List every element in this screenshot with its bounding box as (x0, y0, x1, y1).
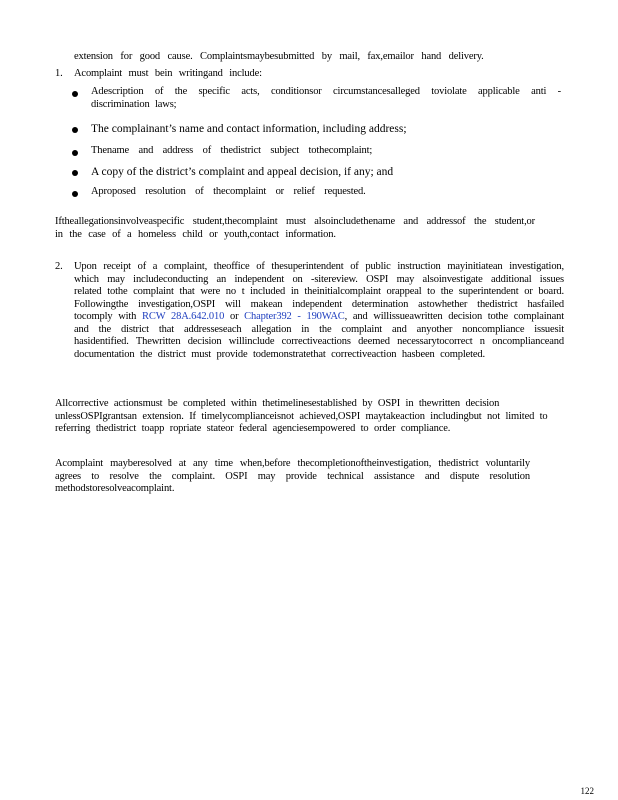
bullet-resolution: Aproposed resolution of thecomplaint or relief requested. (91, 186, 366, 197)
bullet-copy: A copy of the district’s complaint and appeal decision, if any; and (91, 166, 394, 178)
bullet-icon (72, 150, 78, 156)
bullet-icon (72, 127, 78, 133)
resolve-paragraph: Acomplaint mayberesolved at any time when,before thecompletionoftheinvestigation, thedistrict voluntarily agrees to resolve the complaint. OSPI may provide technical assistance and dispute resolution methodstoresolveacomplaint. (55, 458, 530, 494)
item2-text-after: , and willissueawritten decision tothe complainant and the district that addresseseach allegation in the complaint and anyother noncompliance issuesit hasidentified. Thewritten decision willinclude correctiveactions deemed necessarytocorrect n oncomplianceand documentation the district must provide todemonstratethat correctiveaction hasbeen completed. (74, 311, 565, 360)
wac-link[interactable]: Chapter392 - 190WAC (244, 311, 345, 322)
item1-number: 1. (55, 68, 63, 79)
bullet-complainant: The complainant’s name and contact information, including address; (91, 123, 407, 135)
corrective-paragraph: Allcorrective actionsmust be completed within thetimelinesestablished by OSPI in thewritten decision unlessOSPIgrantsan extension. If timelycomplianceisnot achieved,OSPI maytakeaction includingbut not limited to referring thedistrict toapp ropriate stateor federal agenciesempowered to order compliance. (55, 398, 548, 434)
bullet-icon (72, 170, 78, 176)
bullet-icon (72, 191, 78, 197)
intro-tail: extension for good cause. Complaintsmaybesubmitted by mail, fax,emailor hand delivery. (74, 51, 484, 62)
bullet-description: Adescription of the specific acts, conditionsor circumstancesalleged toviolate applicable anti - discrimination laws; (91, 86, 561, 110)
bullet-district-name: Thename and address of thedistrict subject tothecomplaint; (91, 145, 373, 156)
item2-text-before: Upon receipt of a complaint, theoffice of thesuperintendent of public instruction mayinitiatean investigation, which may includeconducting an independent on -sitereview. OSPI may alsoinvestigate additional issues related tothe complaint that were no t included in theinitialcomplaint orappeal to the superintendent or board. Followingthe investigation,OSPI will makean independent determination astowhether thedistrict hasfailed tocomply with (74, 261, 564, 322)
item1-text: Acomplaint must bein writingand include: (74, 68, 262, 79)
page-number: 122 (580, 786, 594, 796)
bullet-icon (72, 91, 78, 97)
item2-number: 2. (55, 261, 63, 272)
item2-paragraph (74, 261, 564, 361)
student-paragraph: Iftheallegationsinvolveaspecific student,thecomplaint must alsoincludethename and addressof the student,or in the case of a homeless child or youth,contact information. (55, 216, 535, 240)
rcw-link[interactable]: RCW 28A.642.010 (142, 311, 225, 322)
item2-text-mid: or (229, 311, 239, 322)
